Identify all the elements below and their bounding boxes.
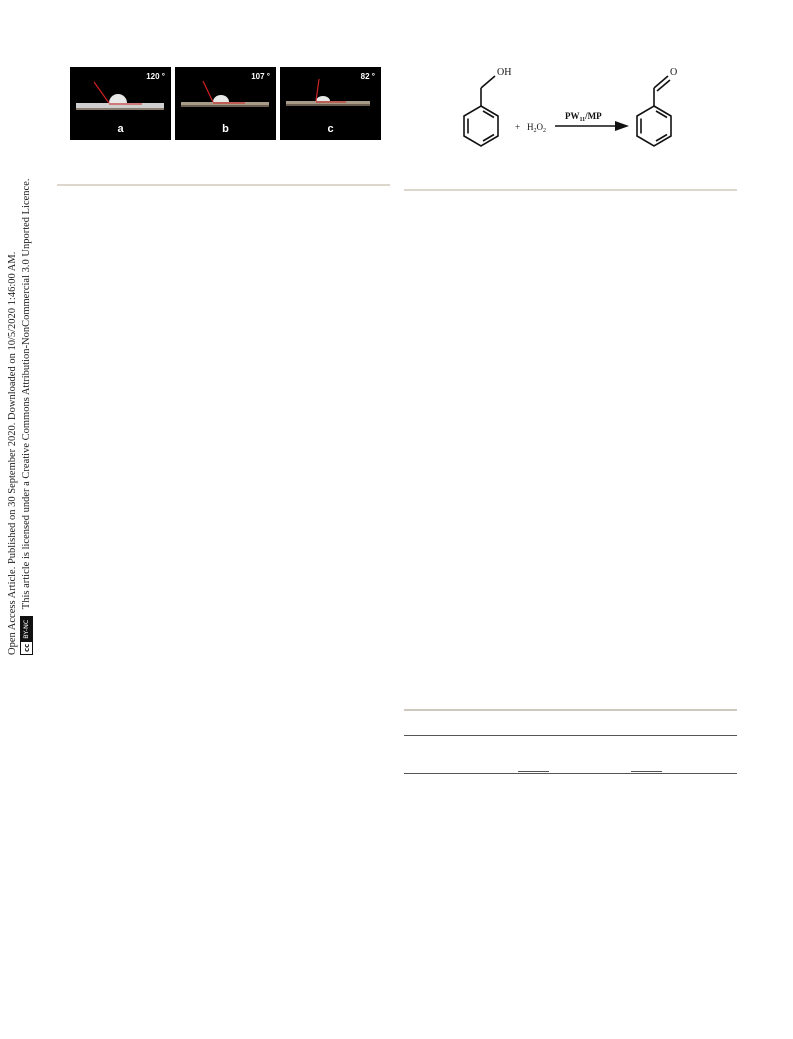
table-top-rule xyxy=(404,709,737,711)
reaction-scheme xyxy=(455,60,690,155)
angle-label-b: 107 ° xyxy=(251,72,270,81)
carbonyl-oxygen-label: O xyxy=(670,67,678,78)
reagent-o: O xyxy=(536,122,543,132)
angle-label-a: 120 ° xyxy=(146,72,165,81)
right-column-rule xyxy=(404,189,737,191)
by-nc-label: BY-NC xyxy=(21,617,32,642)
contact-angle-panel-a xyxy=(70,67,171,140)
reagent-formula xyxy=(527,122,546,134)
panel-letter-a: a xyxy=(117,123,124,135)
contact-angle-panel-c xyxy=(280,67,381,140)
table-header-rule xyxy=(404,735,737,736)
table-span-rule-2 xyxy=(631,771,662,772)
open-access-notice xyxy=(6,55,36,655)
table-span-rule-1 xyxy=(518,771,549,772)
contact-angle-figure xyxy=(70,67,376,140)
benzaldehyde-structure xyxy=(637,76,671,146)
notice-line-2 xyxy=(20,55,34,655)
benzyl-alcohol-structure xyxy=(464,76,498,146)
cc-license-badge[interactable] xyxy=(20,616,33,655)
reaction-arrow xyxy=(555,121,629,131)
reagent-sub-2: 2 xyxy=(543,128,546,134)
plus-sign: + xyxy=(515,122,521,132)
catalyst-pw: PW xyxy=(565,111,580,121)
catalyst-label xyxy=(565,111,602,123)
left-column-rule xyxy=(57,184,390,186)
hydroxyl-label: OH xyxy=(497,67,512,78)
catalyst-rest: /MP xyxy=(585,111,602,121)
cc-logo: cc xyxy=(22,643,31,652)
catalyst-sub: 11 xyxy=(579,117,586,123)
contact-angle-panel-b xyxy=(175,67,276,140)
panel-letter-c: c xyxy=(327,123,334,135)
notice-line-2-text: This article is licensed under a Creative Commons Attribution-NonCommercial 3.0 Unported Licence. xyxy=(21,178,32,610)
notice-line-1: Open Access Article. Published on 30 September 2020. Downloaded on 10/5/2020 1:46:00 AM. xyxy=(7,251,18,655)
reagent-h: H xyxy=(527,122,534,132)
reagent-sub-1: 2 xyxy=(533,128,537,134)
panel-letter-b: b xyxy=(222,123,229,135)
angle-label-c: 82 ° xyxy=(360,72,375,81)
table-subheader-rule xyxy=(404,773,737,774)
